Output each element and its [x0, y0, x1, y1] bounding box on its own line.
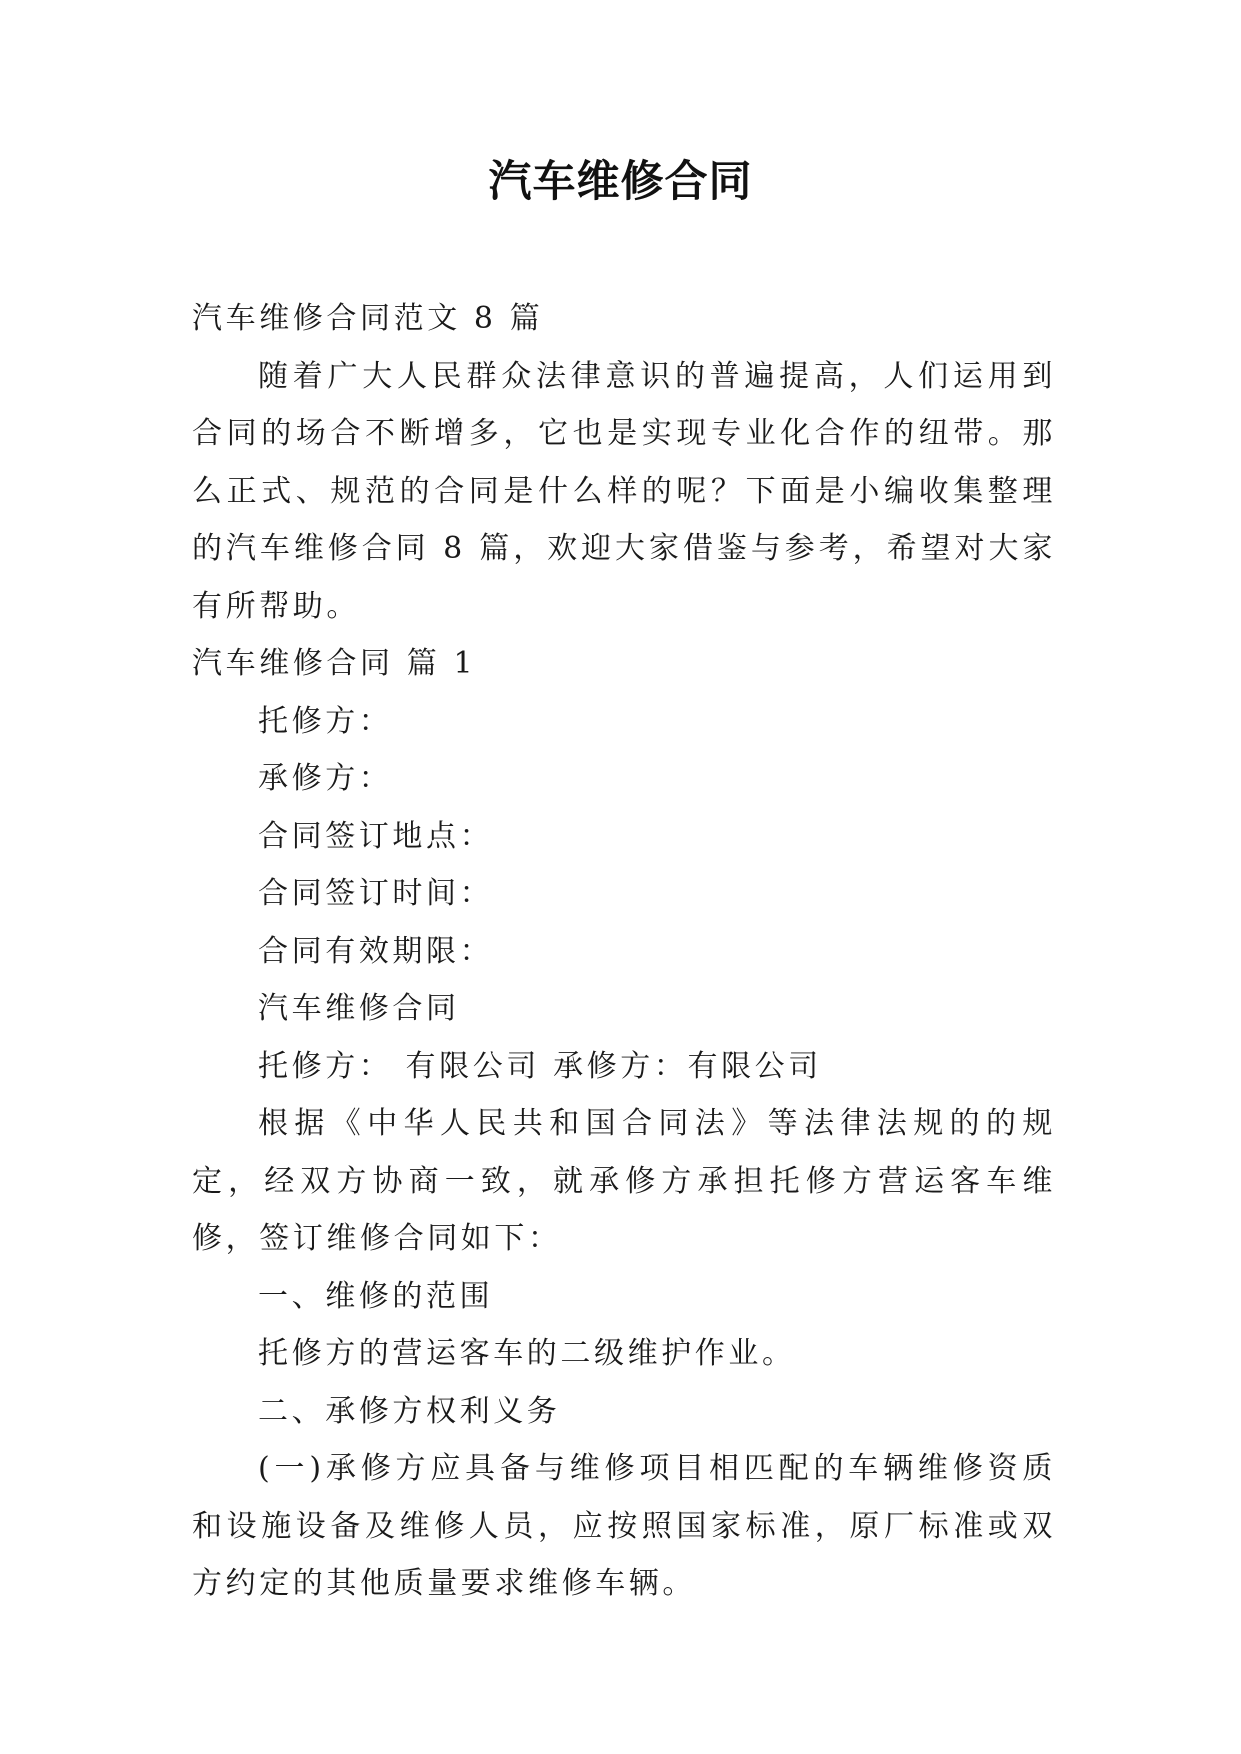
parties-line: 托修方： 有限公司 承修方：有限公司 — [258, 1048, 822, 1084]
document-body — [192, 290, 1056, 1613]
section-heading: 汽车维修合同 篇 1 — [192, 646, 477, 681]
intro-paragraph: 随着广大人民群众法律意识的普遍提高，人们运用到合同的场合不断增多，它也是实现专业化合作的纽带。那么正式、规范的合同是什么样的呢？下面是小编收集整理的汽车维修合同 8 篇，欢迎大家借鉴与参考，希望对大家有所帮助。 — [192, 358, 1056, 624]
field-sign-time: 合同签订时间： — [258, 876, 494, 911]
document-title: 汽车维修合同 — [488, 157, 753, 207]
clause-2-item-1: (一)承修方应具备与维修项目相匹配的车辆维修资质和设施设备及维修人员，应按照国家标准，原厂标准或双方约定的其他质量要求维修车辆。 — [192, 1451, 1056, 1601]
preamble-paragraph: 根据《中华人民共和国合同法》等法律法规的的规定，经双方协商一致，就承修方承担托修方营运客车维修，签订维修合同如下： — [192, 1106, 1056, 1256]
field-sign-place: 合同签订地点： — [258, 818, 494, 854]
clause-2-heading: 二、承修方权利义务 — [258, 1393, 561, 1429]
field-client: 托修方： — [258, 703, 393, 739]
clause-1-heading: 一、维修的范围 — [258, 1278, 494, 1314]
clause-1-text: 托修方的营运客车的二级维护作业。 — [258, 1336, 796, 1371]
field-valid-period: 合同有效期限： — [258, 933, 494, 969]
contract-name: 汽车维修合同 — [258, 991, 460, 1026]
subtitle-line: 汽车维修合同范文 8 篇 — [192, 301, 544, 336]
field-contractor: 承修方： — [258, 761, 393, 796]
